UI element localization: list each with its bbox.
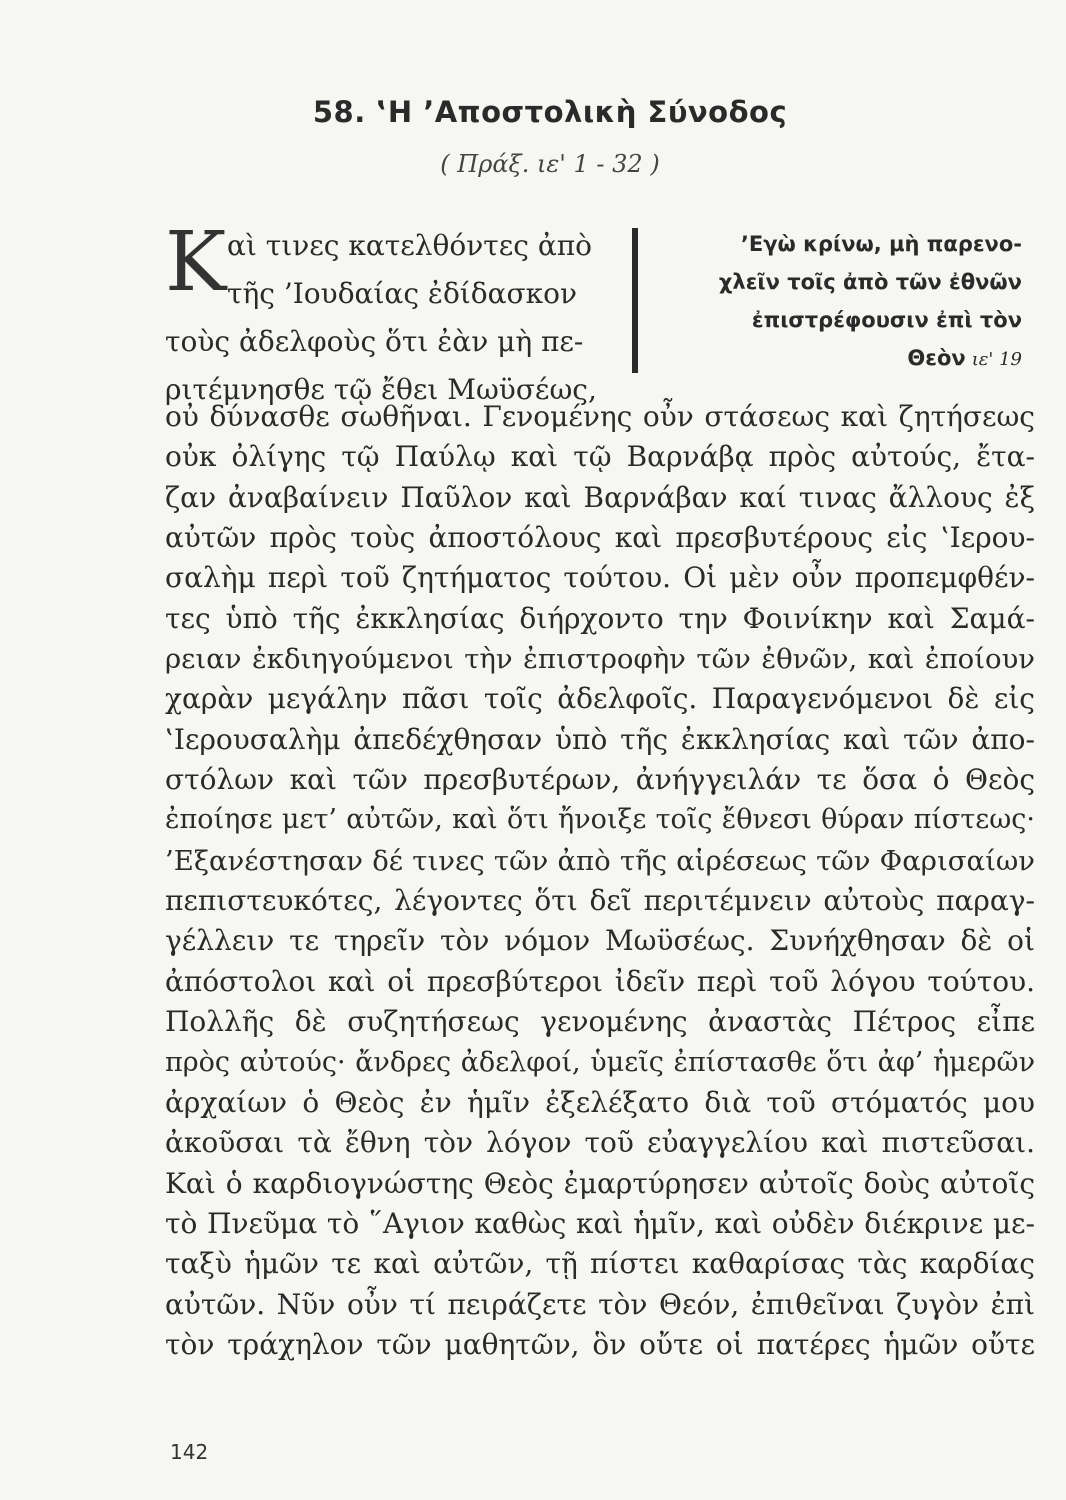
body-line: πεπιστευκότες, λέγοντες ὅτι δεῖ περιτέμνειν αὐτοὺς παραγ- xyxy=(165,884,1035,918)
sidenote-line: Θεὸν xyxy=(907,346,966,370)
page-number: 142 xyxy=(170,1440,209,1464)
body-line: τες ὑπὸ τῆς ἐκκλησίας διήρχοντο την Φοινίκην καὶ Σαμά- xyxy=(165,601,1035,635)
body-line: ἀκοῦσαι τὰ ἔθνη τὸν λόγον τοῦ εὐαγγελίου καὶ πιστεῦσαι. xyxy=(165,1126,1035,1160)
opening-paragraph xyxy=(165,215,630,414)
body-line: Καὶ ὁ καρδιογνώστης Θεὸς ἐμαρτύρησεν αὐτοῖς δοὺς αὐτοῖς xyxy=(165,1166,1035,1200)
body-line: ρειαν ἐκδιηγούμενοι τὴν ἐπιστροφὴν τῶν ἐθνῶν, καὶ ἐποίουν xyxy=(165,643,1035,676)
body-line: στόλων καὶ τῶν πρεσβυτέρων, ἀνήγγειλάν τε ὅσα ὁ Θεὸς xyxy=(165,763,1035,797)
sidenote-line: ἐπιστρέφουσιν ἐπὶ τὸν xyxy=(751,308,1022,332)
drop-cap: Κ xyxy=(165,215,227,310)
body-line: ‛Ιερουσαλὴμ ἀπεδέχθησαν ὑπὸ τῆς ἐκκλησίας καὶ τῶν ἀπο- xyxy=(165,722,1035,756)
body-line: τὸ Πνεῦμα τὸ ῞Αγιον καθὼς καὶ ἡμῖν, καὶ οὐδὲν διέκρινε με- xyxy=(165,1206,1035,1240)
body-line: ζαν ἀναβαίνειν Παῦλον καὶ Βαρνάβαν καί τινας ἄλλους ἐξ xyxy=(165,480,1035,514)
body-line: πρὸς αὐτούς· ἄνδρες ἀδελφοί, ὑμεῖς ἐπίστασθε ὅτι ἀφ’ ἡμερῶν xyxy=(165,1046,1035,1078)
body-line: γέλλειν τε τηρεῖν τὸν νόμον Μωϋσέως. Συνήχθησαν δὲ οἱ xyxy=(165,924,1035,958)
body-line: ἐποίησε μετ’ αὐτῶν, καὶ ὅτι ἤνοιξε τοῖς ἔθνεσι θύραν πίστεως· xyxy=(165,804,1035,836)
vertical-divider xyxy=(632,228,638,373)
body-line: αὐτῶν. Νῦν οὖν τί πειράζετε τὸν Θεόν, ἐπιθεῖναι ζυγὸν ἐπὶ xyxy=(165,1287,1035,1321)
sidenote-quote xyxy=(650,225,1022,379)
opening-line: τῆς ’Ιουδαίας ἐδίδασκον xyxy=(227,277,578,310)
chapter-title: 58. ‛Η ’Αποστολικὴ Σύνοδος xyxy=(312,95,788,129)
body-line: τὸν τράχηλον τῶν μαθητῶν, ὃν οὔτε οἱ πατέρες ἡμῶν οὔτε xyxy=(165,1327,1035,1361)
body-line: ’Εξανέστησαν δέ τινες τῶν ἀπὸ τῆς αἱρέσεως τῶν Φαρισαίων xyxy=(165,844,1035,877)
body-line: χαρὰν μεγάλην πᾶσι τοῖς ἀδελφοῖς. Παραγενόμενοι δὲ εἰς xyxy=(165,682,1035,716)
sidenote-line: ’Εγὼ κρίνω, μὴ παρενο- xyxy=(740,232,1022,256)
body-line: Πολλῆς δὲ συζητήσεως γενομένης ἀναστὰς Πέτρος εἶπε xyxy=(165,1005,1035,1039)
body-line: οὐ δύνασθε σωθῆναι. Γενομένης οὖν στάσεως καὶ ζητήσεως xyxy=(165,400,1035,433)
body-text xyxy=(165,397,1045,1365)
sidenote-reference: ιε' 19 xyxy=(971,349,1022,370)
body-line: ταξὺ ἡμῶν τε καὶ αὐτῶν, τῇ πίστει καθαρίσας τὰς καρδίας xyxy=(165,1247,1035,1281)
body-line: σαλὴμ περὶ τοῦ ζητήματος τούτου. Οἱ μὲν οὖν προπεμφθέν- xyxy=(165,561,1035,595)
opening-line: αὶ τινες κατελθόντες ἀπὸ xyxy=(227,229,592,262)
opening-line: ριτέμνησθε τῷ ἔθει Μωϋσέως, xyxy=(165,373,597,406)
sidenote-line: χλεῖν τοῖς ἀπὸ τῶν ἐθνῶν xyxy=(718,270,1022,294)
body-line: οὐκ ὀλίγης τῷ Παύλῳ καὶ τῷ Βαρνάβᾳ πρὸς αὐτούς, ἔτα- xyxy=(165,440,1035,474)
body-line: αὐτῶν πρὸς τοὺς ἀποστόλους καὶ πρεσβυτέρους εἰς ‛Ιερου- xyxy=(165,521,1035,555)
body-line: ἀπόστολοι καὶ οἱ πρεσβύτεροι ἰδεῖν περὶ τοῦ λόγου τούτου. xyxy=(165,964,1035,998)
body-line: ἀρχαίων ὁ Θεὸς ἐν ἡμῖν ἐξελέξατο διὰ τοῦ στόματός μου xyxy=(165,1085,1035,1119)
opening-line: τοὺς ἀδελφοὺς ὅτι ἐὰν μὴ πε- xyxy=(165,325,584,358)
sidenote-last-line xyxy=(650,339,1022,379)
scripture-reference: ( Πράξ. ιε' 1 - 32 ) xyxy=(440,150,660,178)
